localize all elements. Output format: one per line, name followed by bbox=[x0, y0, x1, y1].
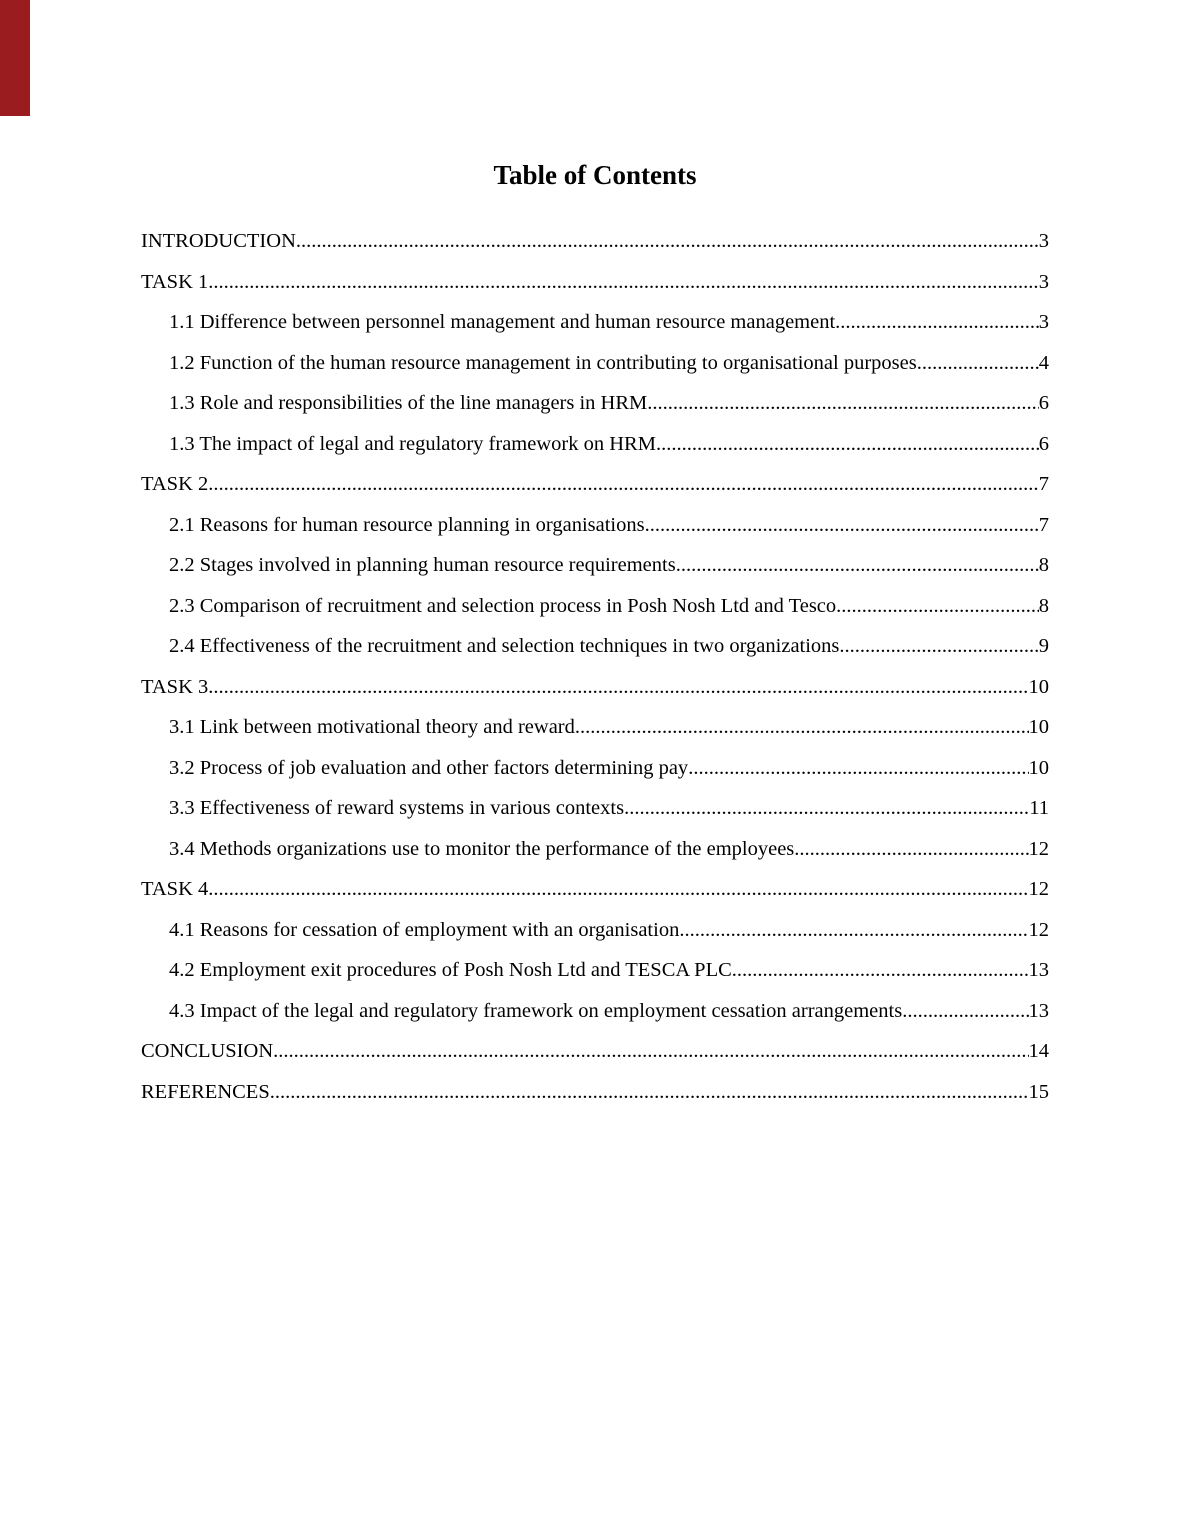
toc-entry-label: REFERENCES bbox=[141, 1080, 270, 1103]
toc-dot-leader bbox=[575, 707, 1029, 748]
toc-entry[interactable] bbox=[141, 626, 1049, 667]
toc-dot-leader bbox=[656, 424, 1039, 465]
toc-entry-page: 7 bbox=[1038, 513, 1049, 536]
toc-entry[interactable] bbox=[141, 910, 1049, 951]
toc-entry-label: 1.2 Function of the human resource management in contributing to organisational purposes bbox=[169, 351, 917, 374]
toc-entry[interactable] bbox=[141, 991, 1049, 1032]
toc-entry[interactable] bbox=[141, 424, 1049, 465]
toc-entry-label: 2.3 Comparison of recruitment and selection process in Posh Nosh Ltd and Tesco bbox=[169, 594, 837, 617]
toc-entry-page: 14 bbox=[1028, 1040, 1049, 1063]
toc-entry-page: 13 bbox=[1028, 999, 1049, 1022]
toc-dot-leader bbox=[794, 829, 1028, 870]
toc-entry-page: 8 bbox=[1038, 594, 1049, 617]
toc-entry-page: 3 bbox=[1038, 230, 1049, 253]
toc-entry-label: TASK 1 bbox=[141, 270, 209, 293]
toc-entry[interactable] bbox=[141, 586, 1049, 627]
toc-entry-label: 3.3 Effectiveness of reward systems in various contexts bbox=[169, 797, 625, 820]
toc-dot-leader bbox=[645, 505, 1039, 546]
corner-ribbon bbox=[0, 0, 30, 116]
toc-dot-leader bbox=[208, 262, 1038, 303]
toc-entry-page: 11 bbox=[1029, 797, 1049, 820]
toc-dot-leader bbox=[839, 626, 1038, 667]
toc-dot-leader bbox=[917, 343, 1039, 384]
toc-dot-leader bbox=[273, 1031, 1028, 1072]
toc-entry-label: CONCLUSION bbox=[141, 1040, 274, 1063]
toc-entry[interactable] bbox=[141, 829, 1049, 870]
toc-entry-label: 2.2 Stages involved in planning human resource requirements bbox=[169, 554, 676, 577]
toc-dot-leader bbox=[647, 383, 1038, 424]
toc-entry-label: 3.2 Process of job evaluation and other factors determining pay bbox=[169, 756, 689, 779]
toc-entry-page: 12 bbox=[1028, 918, 1049, 941]
toc-entry[interactable] bbox=[141, 748, 1049, 789]
toc-dot-leader bbox=[208, 464, 1038, 505]
toc-dot-leader bbox=[208, 667, 1028, 708]
toc-entry-page: 3 bbox=[1038, 270, 1049, 293]
page-title: Table of Contents bbox=[493, 160, 697, 190]
toc-entry-page: 8 bbox=[1038, 554, 1049, 577]
toc-entry-label: INTRODUCTION bbox=[141, 230, 296, 253]
toc-entry-page: 6 bbox=[1038, 432, 1049, 455]
toc-dot-leader bbox=[676, 545, 1039, 586]
toc-entry-page: 13 bbox=[1028, 959, 1049, 982]
toc-entry-label: TASK 2 bbox=[141, 473, 209, 496]
toc-entry-page: 10 bbox=[1028, 716, 1049, 739]
toc-entry[interactable] bbox=[141, 262, 1049, 303]
toc-dot-leader bbox=[270, 1072, 1029, 1113]
toc-entry[interactable] bbox=[141, 302, 1049, 343]
toc-entry-label: 3.1 Link between motivational theory and reward bbox=[169, 716, 575, 739]
toc-entry[interactable] bbox=[141, 464, 1049, 505]
toc-entry-label: 4.1 Reasons for cessation of employment with an organisation bbox=[169, 918, 680, 941]
toc-dot-leader bbox=[835, 302, 1039, 343]
toc-entry-page: 12 bbox=[1028, 837, 1049, 860]
toc-entry-label: 1.3 The impact of legal and regulatory framework on HRM bbox=[169, 432, 656, 455]
toc-entry-page: 12 bbox=[1028, 878, 1049, 901]
toc-dot-leader bbox=[732, 950, 1029, 991]
toc-entry-label: 4.3 Impact of the legal and regulatory framework on employment cessation arrangements bbox=[169, 999, 903, 1022]
toc-dot-leader bbox=[208, 869, 1028, 910]
toc-entry[interactable] bbox=[141, 1031, 1049, 1072]
toc-entry[interactable] bbox=[141, 667, 1049, 708]
toc-entry[interactable] bbox=[141, 221, 1049, 262]
toc-entry-label: 2.4 Effectiveness of the recruitment and selection techniques in two organizations bbox=[169, 635, 840, 658]
toc-entry-page: 7 bbox=[1038, 473, 1049, 496]
toc-dot-leader bbox=[902, 991, 1028, 1032]
toc-dot-leader bbox=[836, 586, 1039, 627]
toc-entry-label: TASK 3 bbox=[141, 675, 209, 698]
toc-entry-label: 4.2 Employment exit procedures of Posh Nosh Ltd and TESCA PLC bbox=[169, 959, 732, 982]
toc-dot-leader bbox=[679, 910, 1028, 951]
toc-entry[interactable] bbox=[141, 383, 1049, 424]
toc-entry-page: 9 bbox=[1038, 635, 1049, 658]
toc-entry-page: 10 bbox=[1028, 675, 1049, 698]
toc-entry-label: 1.1 Difference between personnel management and human resource management bbox=[169, 311, 836, 334]
toc-entry[interactable] bbox=[141, 707, 1049, 748]
toc-entry[interactable] bbox=[141, 950, 1049, 991]
toc-entry[interactable] bbox=[141, 1072, 1049, 1113]
toc-entry-label: 1.3 Role and responsibilities of the line managers in HRM bbox=[169, 392, 648, 415]
toc-entry[interactable] bbox=[141, 505, 1049, 546]
toc-entry[interactable] bbox=[141, 788, 1049, 829]
toc-entry-page: 10 bbox=[1028, 756, 1049, 779]
toc-entry-page: 4 bbox=[1038, 351, 1049, 374]
toc-entry-label: 3.4 Methods organizations use to monitor the performance of the employees bbox=[169, 837, 795, 860]
table-of-contents bbox=[141, 221, 1049, 1112]
toc-dot-leader bbox=[688, 748, 1028, 789]
toc-entry-page: 15 bbox=[1028, 1080, 1049, 1103]
toc-dot-leader bbox=[624, 788, 1029, 829]
toc-entry[interactable] bbox=[141, 545, 1049, 586]
toc-entry[interactable] bbox=[141, 343, 1049, 384]
toc-entry-label: TASK 4 bbox=[141, 878, 209, 901]
toc-entry[interactable] bbox=[141, 869, 1049, 910]
toc-dot-leader bbox=[296, 221, 1039, 262]
toc-entry-label: 2.1 Reasons for human resource planning in organisations bbox=[169, 513, 645, 536]
toc-entry-page: 3 bbox=[1038, 311, 1049, 334]
toc-entry-page: 6 bbox=[1038, 392, 1049, 415]
